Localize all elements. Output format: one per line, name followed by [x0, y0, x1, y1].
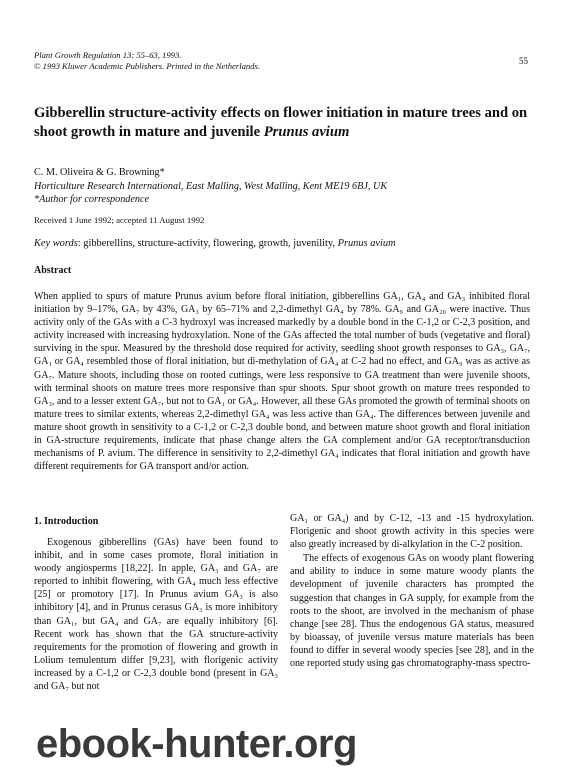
page-number: 55	[519, 56, 528, 66]
journal-citation: Plant Growth Regulation 13: 55–63, 1993.	[34, 50, 182, 60]
intro-column-left: Exogenous gibberellins (GAs) have been found to inhibit, and in some cases promote, floral initiation in woody angiosperms [18,22]. In apple, GA₃ and GA₇ are reported to inhibit flowering, with GA₄ much less effective [25] or promotory [17]. In Prunus avium GA₃ is also inhibitory [4], and in Prunus cerasus GA₃ is more inhibitory than GA₁, but GA₄ and GA₇ are equally inhibitory [6]. Recent work has shown that the GA structure-activity requirements for the promotion of flowering and growth in Lolium temulentum differ [9,23], with florigenic activity increased by a C-1,2 or C-2,3 double bond (present in GA₃ and GA₇ but not	[34, 537, 278, 693]
paper-title	[34, 104, 534, 142]
intro-right-paragraph-1: GA₁ or GA₄) and by C-12, -13 and -15 hydroxylation. Florigenic and shoot growth activity in this species were also greatly increased by di-alkylation in the C-2 position.	[290, 513, 534, 551]
title-species: Prunus avium	[263, 124, 350, 140]
correspondence-note: *Author for correspondence	[34, 194, 150, 205]
watermark-text: ebook-hunter.org	[36, 722, 357, 766]
title-text: Gibberellin structure-activity effects on flower initiation in mature trees and on shoot growth in mature and juvenile	[34, 105, 528, 140]
keywords-line	[34, 238, 534, 249]
copyright-line: © 1993 Kluwer Academic Publishers. Printed in the Netherlands.	[34, 60, 260, 71]
journal-header	[34, 50, 260, 71]
keywords-terms: : gibberellins, structure-activity, flowering, growth, juvenility,	[77, 238, 338, 249]
intro-column-right	[290, 512, 534, 670]
intro-right-paragraph-2: The effects of exogenous GAs on woody plant flowering and ability to induce in some mature woody plants the development of juvenile characters has prompted the suggestion that changes in GA supply, for example from the roots to the shoot, are involved in the mechanism of phase change [see 28]. Thus the endogenous GA status, measured by bioassay, of juvenile versus mature materials has been found to differ in several woody species [see 28], and in the one reported study using gas chromatography-mass spectro-	[290, 553, 534, 670]
keywords-label: Key words	[34, 238, 78, 249]
author-names: C. M. Oliveira & G. Browning*	[34, 167, 165, 178]
introduction-heading: 1. Introduction	[34, 516, 99, 527]
received-dates: Received 1 June 1992; accepted 11 August 1992	[34, 215, 205, 225]
abstract-heading: Abstract	[34, 265, 72, 276]
author-affiliation: Horticulture Research International, East Malling, West Malling, Kent ME19 6BJ, UK	[34, 180, 388, 192]
author-block	[34, 166, 534, 207]
keywords-species: Prunus avium	[337, 238, 396, 249]
abstract-body: When applied to spurs of mature Prunus avium before floral initiation, gibberellins GA₁, GA₄ and GA₃ inhibited floral initiation by 9–17%, GA₇ by 43%, GA₃ by 65–71% and 2,2-dimethyl GA₄ by 78%. GA₉ and GA₂₀ were inactive. Thus activity only of the GAs with a C-3 hydroxyl was increased markedly by a double bond in the C-1,2 or C-2,3 position, and activity increased with increasing hydroxylation. None of the GAs affected the total number of buds (vegetative and floral) surviving in the spur. Measured by the threshold dose required for activity, seedling shoot growth responses to GA₃, GA₇, GA₁ or GA₄ resembled those of floral initiation, but di-methylation of GA₄ at C-2 had no effect, and GA₉ was as active as GA₇. Mature shoots, including those on rooted cuttings, were less responsive to GA treatment than were juvenile shoots, with terminal shoots on mature trees more responsive than spur shoots. Spur shoot growth on mature trees responded to GA₃, and to a lesser extent GA₇, but not to GA₁ or GA₄. However, all these GAs promoted the growth of terminal shoots on mature trees to similar extents, whereas 2,2-dimethyl GA₄ was less active than GA₄. The differences between juvenile and mature shoot growth in sensitivity to a C-1,2 or C-2,3 double bond, and between mature shoot growth and floral initiation in GA-structure requirements, indicate that phase change alters the GA complement and/or GA receptor/transduction mechanisms of P. avium. The difference in sensitivity to 2,2-dimethyl GA₄ indicates that floral initiation and growth have different requirements for GA transport and/or action.	[34, 291, 530, 473]
